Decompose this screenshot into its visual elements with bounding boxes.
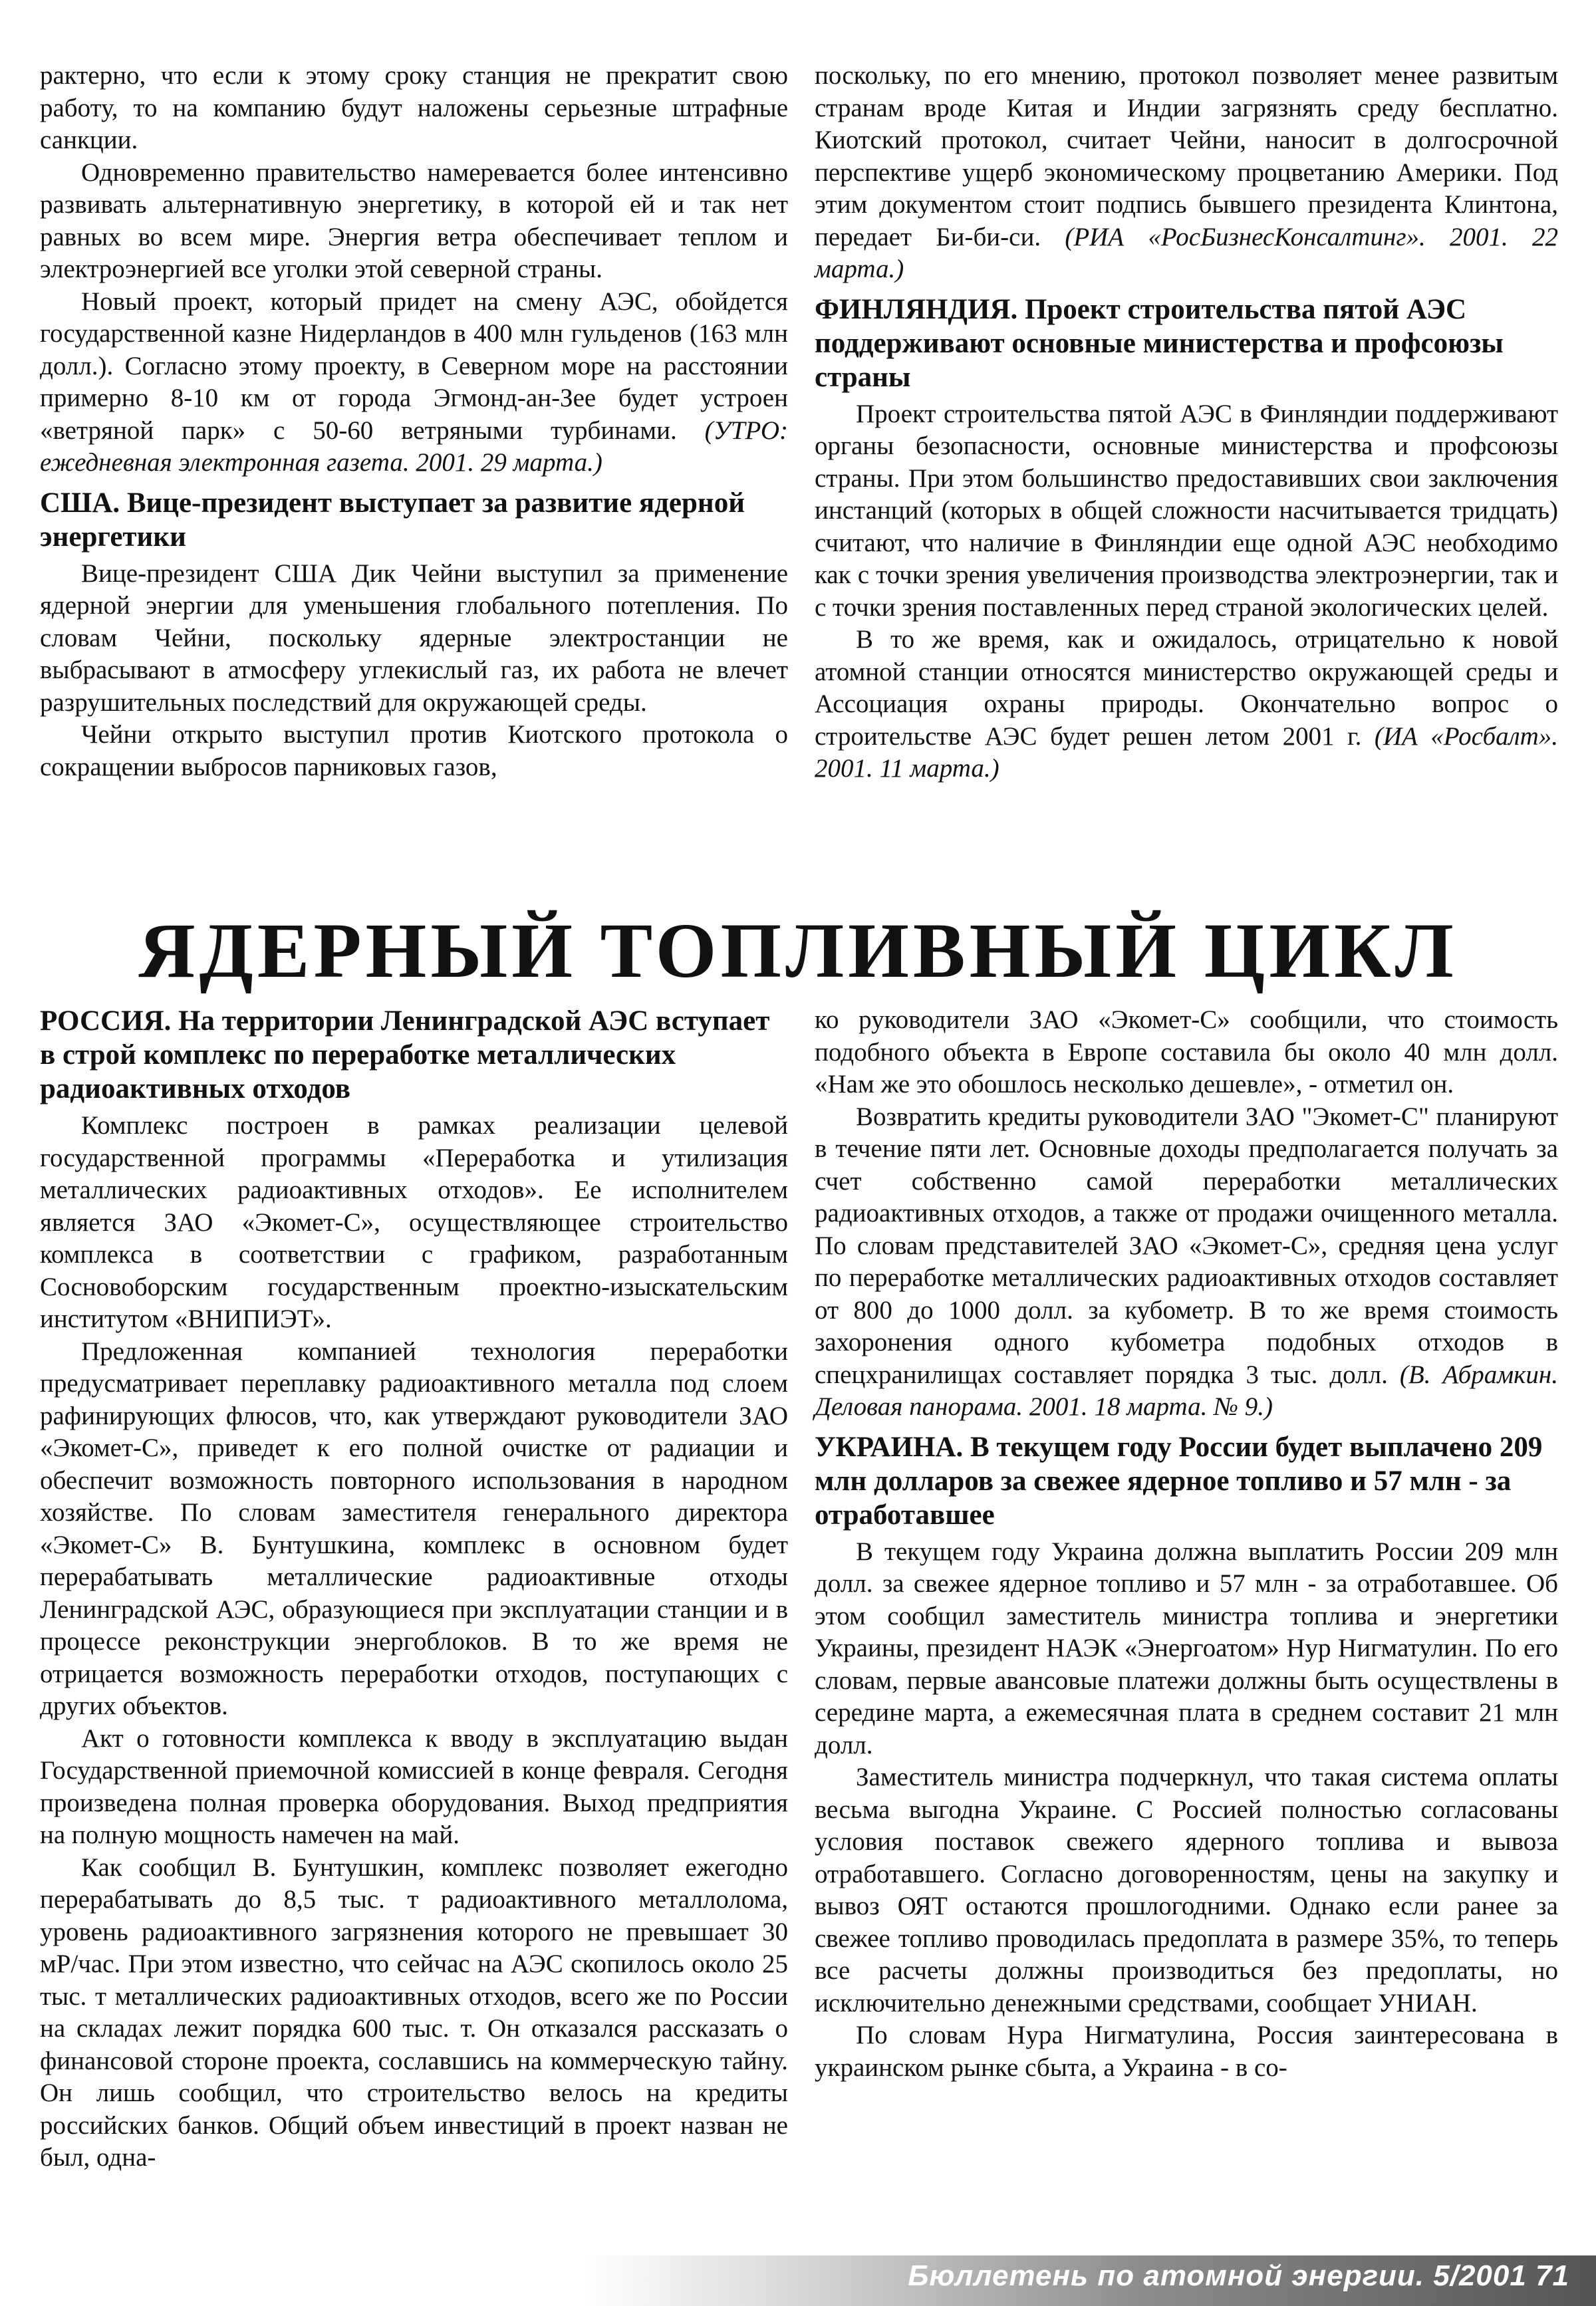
paragraph: ко руководители ЗАО «Экомет-С» сообщили, что стоимость подобного объекта в Европе составила бы около 40 млн долл. «Нам же это обошлось несколько дешевле», - отметил он. xyxy=(815,1005,1558,1098)
paragraph: Возвратить кредиты руководители ЗАО "Экомет-С" планируют в течение пяти лет. Основные доходы предполагается получать за счет собственно самой переработки металлических радиоактивных отходов, а также от продажи очищенного металла. По словам представителей ЗАО «Экомет-С», средняя цена услуг по переработке металлических радиоактивных отходов составляет от 800 до 1000 долл. за кубометр. В то же время стоимость захоронения одного кубометра подобных отходов в спецхранилищах составляет порядка 3 тыс. долл. (В. Абрамкин. Деловая панорама. 2001. 18 марта. № 9.) xyxy=(815,1102,1559,1421)
paragraph: Акт о готовности комплекса к вводу в эксплуатацию выдан Государственной приемочной комиссией в конце февраля. Сегодня произведена полная проверка оборудования. Выход предприятия на полную мощность намечен на май. xyxy=(40,1724,788,1849)
paragraph: Чейни открыто выступил против Киотского протокола о сокращении выбросов парниковых газов, xyxy=(40,720,788,781)
top-right-column xyxy=(815,60,1558,785)
bottom-left-column xyxy=(40,1004,788,2174)
paragraph: поскольку, по его мнению, протокол позволяет менее развитым странам вроде Китая и Индии загрязнять среду бесплатно. Киотский протокол, считает Чейни, наносит в долгосрочной перспективе ущерб экономическому процветанию Америки. Под этим документом стоит подпись бывшего президента Клинтона, передает Би-би-си. (РИА «РосБизнесКонсалтинг». 2001. 22 марта.) xyxy=(815,61,1558,283)
paragraph: Предложенная компанией технология переработки предусматривает переплавку радиоактивного металла под слоем рафинирующих флюсов, что, как утверждают руководители ЗАО «Экомет-С», приведет к его полной очистке от радиации и обеспечит возможность повторного использования в народном хозяйстве. По словам заместителя генерального директора «Экомет-С» В. Бунтушкина, комплекс в основном будет перерабатывать металлические радиоактивные отходы Ленинградской АЭС, образующиеся при эксплуатации станции и в процессе реконструкции энергоблоков. В то же время не отрицается возможность переработки отходов, поступающих с других объектов. xyxy=(40,1337,788,1720)
paragraph: В текущем году Украина должна выплатить России 209 млн долл. за свежее ядерное топливо и 57 млн - за отработавшее. Об этом сообщил заместитель министра топлива и энергетики Украины, президент НАЭК «Энергоатом» Нур Нигматулин. По его словам, первые авансовые платежи должны быть осуществлены в середине марта, а ежемесячная плата в среднем составит 21 млн долл. xyxy=(815,1537,1558,1759)
bottom-right-column xyxy=(815,1004,1558,2084)
citation: (ИА «Росбалт». 2001. 11 марта.) xyxy=(815,721,1559,783)
citation: (РИА «РосБизнесКонсалтинг». 2001. 22 марта.) xyxy=(815,222,1558,283)
top-left-column xyxy=(40,60,788,783)
paragraph: Проект строительства пятой АЭС в Финляндии поддерживают органы безопасности, основные министерства и профсоюзы страны. При этом большинство предоставивших свои заключения инстанций (которых в общей сложности насчитывается тридцать) считают, что наличие в Финляндии еще одной АЭС необходимо как с точки зрения увеличения производства электроэнергии, так и с точки зрения поставленных перед страной экологических целей. xyxy=(815,399,1558,622)
paragraph: Вице-президент США Дик Чейни выступил за применение ядерной энергии для уменьшения глобального потепления. По словам Чейни, поскольку ядерные электростанции не выбрасывают в атмосферу углекислый газ, их работа не влечет разрушительных последствий для окружающей среды. xyxy=(40,559,788,717)
paragraph: Новый проект, который придет на смену АЭС, обойдется государственной казне Нидерландов в 400 млн гульденов (163 млн долл.). Согласно этому проекту, в Северном море на расстоянии примерно 8-10 км от города Эгмонд-ан-Зее будет устроен «ветряной парк» с 50-60 ветряными турбинами. (УТРО: ежедневная электронная газета. 2001. 29 марта.) xyxy=(40,287,789,477)
paragraph: По словам Нура Нигматулина, Россия заинтересована в украинском рынке сбыта, а Украина - в со- xyxy=(815,2021,1558,2082)
paragraph: Заместитель министра подчеркнул, что такая система оплаты весьма выгодна Украине. С Россией полностью согласованы условия поставок свежего ядерного топлива и вывоза отработавшего. Согласно договоренностям, цены на закупку и вывоз ОЯТ остаются прошлогодними. Однако если ранее за свежее топливо проводилась предоплата в размере 35%, то теперь все расчеты должны производиться без предоплаты, но исключительно денежными средствами, сообщает УНИАН. xyxy=(815,1763,1558,2017)
article-heading-ukraine: УКРАИНА. В текущем году России будет выплачено 209 млн долларов за свежее ядерное топливо и 57 млн - за отработавшее xyxy=(815,1431,1543,1531)
paragraph: Одновременно правительство намеревается более интенсивно развивать альтернативную энергетику, в которой ей и так нет равных во всем мире. Энергия ветра обеспечивает теплом и электроэнергией все уголки этой северной страны. xyxy=(40,158,788,283)
section-title: ЯДЕРНЫЙ ТОПЛИВНЫЙ ЦИКЛ xyxy=(138,907,1458,994)
article-heading-finland: ФИНЛЯНДИЯ. Проект строительства пятой АЭС поддерживают основные министерства и профсоюзы страны xyxy=(815,293,1504,393)
article-heading-russia: РОССИЯ. На территории Ленинградской АЭС вступает в строй комплекс по переработке металлических радиоактивных отходов xyxy=(40,1005,770,1104)
paragraph: Комплекс построен в рамках реализации целевой государственной программы «Переработка и утилизация металлических радиоактивных отходов». Ее исполнителем является ЗАО «Экомет-С», осуществляющее строительство комплекса в соответствии с графиком, разработанным Сосновоборским государственным проектно-изыскательским институтом «ВНИПИЭТ». xyxy=(40,1111,788,1333)
article-heading-usa: США. Вице-президент выступает за развитие ядерной энергетики xyxy=(40,487,745,553)
footer-journal-and-page: Бюллетень по атомной энергии. 5/2001 71 xyxy=(908,2259,1569,2292)
paragraph: В то же время, как и ожидалось, отрицательно к новой атомной станции относятся министерство окружающей среды и Ассоциация охраны природы. Окончательно вопрос о строительстве АЭС будет решен летом 2001 г. (ИА «Росбалт». 2001. 11 марта.) xyxy=(815,625,1559,783)
paragraph: Как сообщил В. Бунтушкин, комплекс позволяет ежегодно перерабатывать до 8,5 тыс. т радиоактивного металлолома, уровень радиоактивного загрязнения которого не превышает 30 мР/час. При этом известно, что сейчас на АЭС скопилось около 25 тыс. т металлических радиоактивных отходов, всего же по России на складах лежит порядка 600 тыс. т. Он отказался рассказать о финансовой стороне проекта, сославшись на коммерческую тайну. Он лишь сообщил, что строительство велось на кредиты российских банков. Общий объем инвестиций в проект назван не был, одна- xyxy=(40,1853,788,2172)
citation: (В. Абрамкин. Деловая панорама. 2001. 18 марта. № 9.) xyxy=(815,1360,1559,1421)
paragraph: рактерно, что если к этому сроку станция не прекратит свою работу, то на компанию будут наложены серьезные штрафные санкции. xyxy=(40,61,788,154)
citation: (УТРО: ежедневная электронная газета. 2001. 29 марта.) xyxy=(40,416,789,477)
